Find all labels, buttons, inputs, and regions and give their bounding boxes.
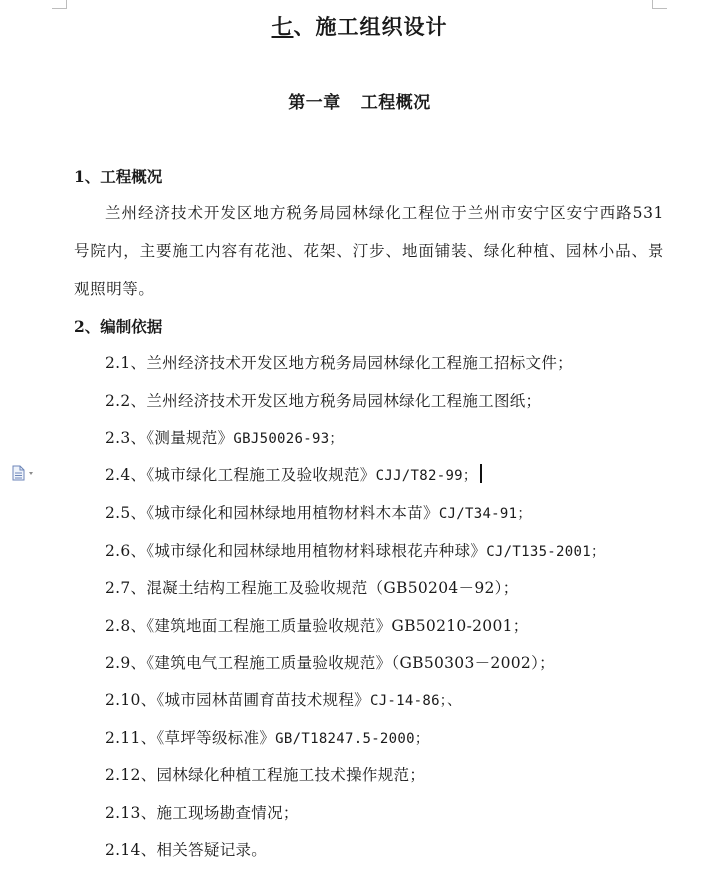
text-cursor <box>480 464 482 483</box>
basis-item[interactable]: 2.11、《草坪等级标准》GB/T18247.5-2000； <box>105 729 430 747</box>
basis-item[interactable]: 2.5、《城市绿化和园林绿地用植物材料木本苗》CJ/T34-91； <box>105 504 532 522</box>
basis-item[interactable]: 2.4、《城市绿化工程施工及验收规范》CJJ/T82-99； <box>105 463 482 485</box>
basis-item[interactable]: 2.9、《建筑电气工程施工质量验收规范》（GB50303－2002）； <box>105 654 555 672</box>
document-options-icon[interactable] <box>10 465 40 481</box>
basis-item[interactable]: 2.12、园林绿化种植工程施工技术操作规范； <box>105 766 426 784</box>
section-heading-basis[interactable]: 2、编制依据 <box>74 317 163 336</box>
basis-item[interactable]: 2.14、相关答疑记录。 <box>105 841 268 859</box>
basis-item[interactable]: 2.10、《城市园林苗圃育苗技术规程》CJ-14-86；、 <box>105 691 462 709</box>
title-text: 、施工组织设计 <box>293 14 448 39</box>
crop-mark-top-left <box>52 0 67 9</box>
chapter-name: 工程概况 <box>360 93 431 113</box>
basis-item[interactable]: 2.8、《建筑地面工程施工质量验收规范》GB50210-2001； <box>105 617 529 635</box>
basis-item[interactable]: 2.3、《测量规范》GBJ50026-93； <box>105 429 344 447</box>
document-title[interactable] <box>0 11 719 41</box>
title-number: 七 <box>271 14 294 39</box>
basis-item[interactable]: 2.13、施工现场勘查情况； <box>105 804 299 822</box>
basis-item[interactable]: 2.2、兰州经济技术开发区地方税务局园林绿化工程施工图纸； <box>105 392 542 410</box>
basis-item[interactable]: 2.7、混凝土结构工程施工及验收规范（GB50204－92）； <box>105 579 519 597</box>
chapter-number: 第一章 <box>288 93 341 113</box>
basis-item[interactable]: 2.6、《城市绿化和园林绿地用植物材料球根花卉种球》CJ/T135-2001； <box>105 542 606 560</box>
crop-mark-top-right <box>652 0 667 9</box>
section-heading-overview[interactable]: 1、工程概况 <box>74 167 163 186</box>
overview-paragraph[interactable]: 兰州经济技术开发区地方税务局园林绿化工程位于兰州市安宁区安宁西路531号院内，主要施工内容有花池、花架、汀步、地面铺装、绿化种植、园林小品、景观照明等。 <box>74 204 664 298</box>
basis-item[interactable]: 2.1、兰州经济技术开发区地方税务局园林绿化工程施工招标文件； <box>105 354 573 372</box>
chapter-heading[interactable] <box>0 88 719 113</box>
